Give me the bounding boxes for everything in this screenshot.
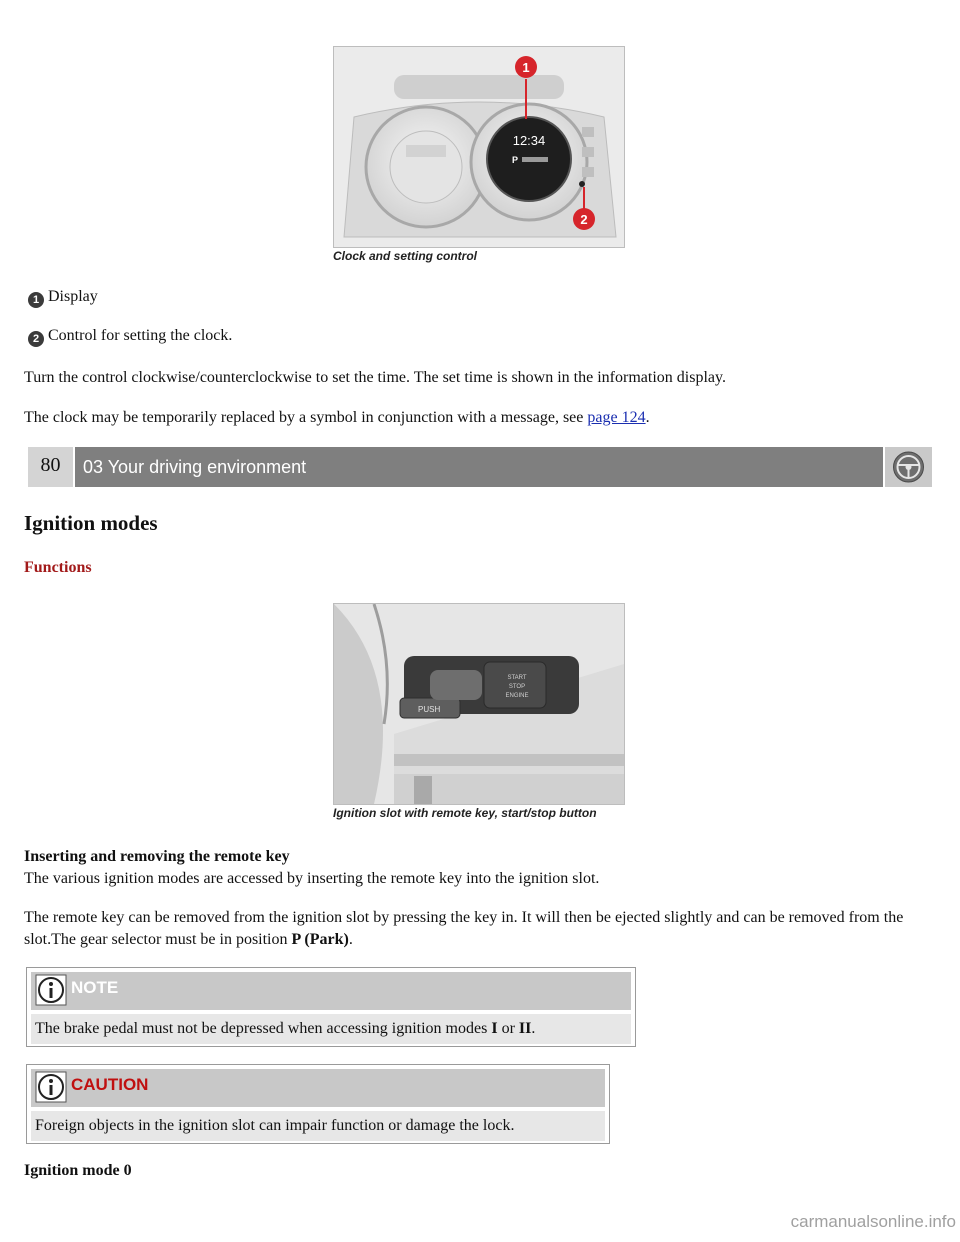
note-box [26, 967, 636, 1047]
inserting-paragraph2-end: . [348, 931, 353, 948]
caution-label: CAUTION [71, 1075, 149, 1094]
paragraph-turn-control: Turn the control clockwise/counterclockwise to set the time. The set time is shown in the information display. [24, 369, 726, 386]
clock-setting-control [579, 181, 585, 187]
inserting-paragraph2-text: The remote key can be removed from the ignition slot by pressing the key in. It will then be ejected slightly and can be removed from the slot.The gear selector must be in position [24, 909, 904, 948]
steering-wheel-icon [885, 447, 932, 487]
clock-figure [333, 46, 625, 248]
clock-replaced-end: . [645, 409, 650, 426]
ignition-slot-illustration [334, 604, 624, 804]
note-end: . [531, 1020, 536, 1037]
callout-2-label: 2 [580, 212, 588, 227]
cluster-clock-time: 12:34 [512, 133, 546, 148]
ignition-figure-caption: Ignition slot with remote key, start/stop button [333, 806, 597, 820]
note-body [31, 1014, 631, 1044]
ignition-mode-i: I [491, 1020, 498, 1037]
start-label: START [507, 675, 527, 681]
caution-box [26, 1064, 610, 1144]
callout-1-label: 1 [522, 60, 530, 75]
callout-2-icon: 2 [28, 331, 44, 347]
cluster-gear-indicator: P [512, 155, 519, 165]
engine-label: ENGINE [505, 693, 529, 699]
inserting-heading: Inserting and removing the remote key [24, 848, 290, 865]
stop-label: STOP [508, 684, 526, 690]
legend-item-control-text: Control for setting the clock. [48, 327, 233, 344]
inserting-line1: The various ignition modes are accessed by inserting the remote key into the ignition slot. [24, 870, 600, 887]
ignition-slot-figure [333, 603, 625, 805]
ignition-mode-ii: II [518, 1020, 532, 1037]
legend-item-control [28, 325, 232, 347]
chapter-title: 03 Your driving environment [75, 447, 883, 487]
inserting-paragraph2 [24, 907, 924, 951]
push-label: PUSH [418, 705, 441, 714]
caution-header [31, 1069, 605, 1107]
note-text: The brake pedal must not be depressed when accessing ignition modes [35, 1020, 492, 1037]
note-or: or [497, 1020, 519, 1037]
park-position: P (Park) [291, 931, 349, 948]
caution-body: Foreign objects in the ignition slot can impair function or damage the lock. [31, 1111, 605, 1141]
clock-replaced-text: The clock may be temporarily replaced by a symbol in conjunction with a message, see [24, 409, 588, 426]
page-124-link[interactable]: page 124 [587, 409, 646, 426]
paragraph-clock-replaced [24, 407, 934, 429]
section-title: Ignition modes [24, 511, 158, 535]
info-icon [35, 974, 67, 1006]
info-icon [35, 1071, 67, 1103]
watermark: carmanualsonline.info [790, 1212, 956, 1231]
chapter-header-bar [28, 447, 932, 487]
note-header [31, 972, 631, 1010]
section-subtitle: Functions [24, 559, 92, 576]
page-number: 80 [28, 447, 73, 487]
ignition-mode-0-heading: Ignition mode 0 [24, 1162, 132, 1179]
clock-figure-caption: Clock and setting control [333, 249, 478, 263]
note-label: NOTE [71, 978, 119, 997]
instrument-cluster-illustration [334, 47, 624, 247]
legend-item-display-text: Display [48, 288, 98, 305]
callout-1-icon: 1 [28, 292, 44, 308]
legend-item-display [28, 286, 98, 308]
